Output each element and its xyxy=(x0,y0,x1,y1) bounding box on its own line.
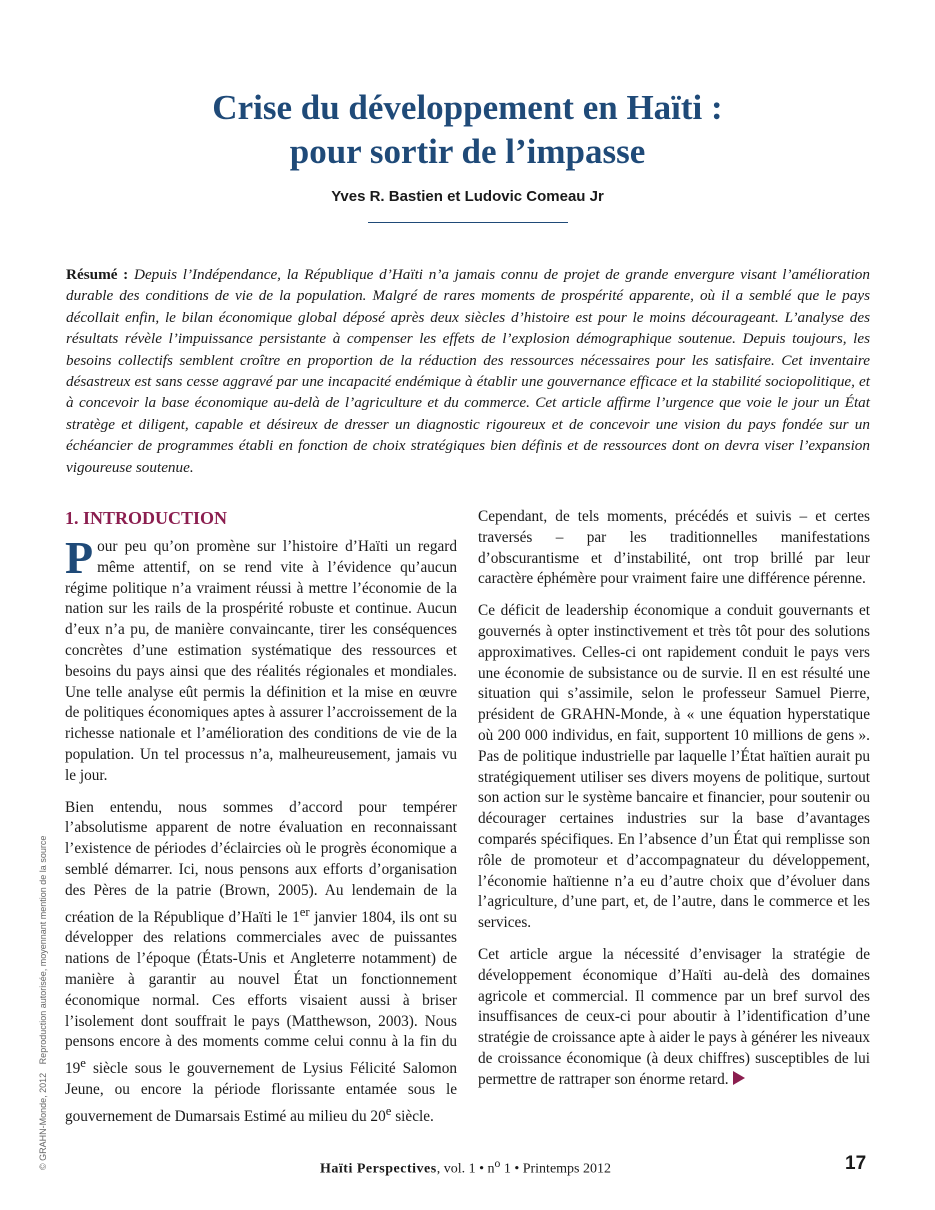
paragraph-intro-2-part-b: janvier 1804, ils ont su développer des relations commerciales avec de puissantes nations de l’époque (États-Unis et Angleterre notamment) de manière à garantir au nouvel État un fonctionnement économique normal. Ces efforts visaient aussi à briser l’isolement dont souffrait le pays (Matthewson, 2003). Nous pensons encore à des moments comme celui connu à la fin du 19 xyxy=(65,908,457,1078)
paragraph-intro-2-part-c: siècle sous le gouvernement de Lysius Félicité Salomon Jeune, ou encore la période florissante entamée sous le gouvernement de Dumarsais Estimé au milieu du 20 xyxy=(65,1060,457,1125)
right-column xyxy=(478,507,870,1102)
issue-superscript: o xyxy=(494,1157,501,1170)
reproduction-notice: Reproduction autorisée, moyennant mention de la source xyxy=(38,835,48,1065)
drop-cap: P xyxy=(65,532,94,583)
footer-citation xyxy=(320,1157,611,1178)
superscript-e-20: e xyxy=(385,1103,392,1118)
section-heading: 1. INTRODUCTION xyxy=(65,508,228,528)
paragraph-intro-1 xyxy=(65,532,457,787)
article-title xyxy=(120,86,815,174)
paragraph-right-3-text: Cet article argue la nécessité d’envisager la stratégie de développement économique d’Haïti au-delà des domaines agricole et commercial. Il commence par un bref survol des insuffisances de ceux-ci pour aboutir à l’identification d’une stratégie de croissance apte à aider le pays à générer les niveaux de croissance économique (à deux chiffres) susceptibles de lui permettre de rattraper son énorme retard. xyxy=(478,945,870,1088)
author-divider xyxy=(368,222,568,223)
paragraph-right-1: Cependant, de tels moments, précédés et suivis – et certes traversés – par les traditionnelles manifestations d’obscurantisme et d’instabilité, ont trop brillé par leur caractère éphémère pour vraiment faire une différence pérenne. xyxy=(478,508,870,588)
paragraph-intro-1-text: our peu qu’on promène sur l’histoire d’Haïti un regard même attentif, on se rend vite à l’évidence qu’aucun régime politique n’a vraiment réussi à mettre l’économie de la nation sur les rails de la prospérité robuste et continue. Aucun d’eux n’a pu, de manière convaincante, tirer les conséquences concrètes d’une estimation systématique des ressources et besoins du pays ainsi que des réalités régionales et mondiales. Une telle analyse eût permis la définition et la mise en œuvre de politiques économiques aptes à assurer l’accroissement de la richesse nationale et l’amélioration des conditions de vie de la population. Un tel processus n’a, malheureusement, jamais vu le jour. xyxy=(65,538,457,784)
abstract xyxy=(66,264,870,478)
continue-arrow-icon xyxy=(733,1071,745,1085)
authors: Yves R. Bastien et Ludovic Comeau Jr xyxy=(331,188,604,205)
superscript-er: er xyxy=(299,904,310,919)
side-note xyxy=(38,830,48,1170)
paragraph-intro-2 xyxy=(65,798,457,1128)
title-line-1: Crise du développement en Haïti : xyxy=(212,88,723,127)
paragraph-intro-2-part-d: siècle. xyxy=(391,1108,434,1125)
paragraph-right-2: Ce déficit de leadership économique a conduit gouvernants et gouvernés à opter instinctivement et très tôt pour des solutions approximatives. Celles-ci ont rapidement conduit le pays vers une économie de subsistance ou de survie. Il en est résulté une situation qui s’assimile, selon le professeur Samuel Pierre, président de GRAHN-Monde, à « une équation hyperstatique où 200 000 individus, en fait, supportent 10 millions de gens ». Pas de politique industrielle par laquelle l’État haïtien aurait pu stratégiquement utiliser ses divers moyens de politique, surtout son action sur le système bancaire et financier, pour soutenir ou décourager certaines industries sur la base d’avantages comparés spécifiques. En l’absence d’un État qui remplisse son rôle de promoteur et d’accompagnateur du développement, l’économie haïtienne n’a eu d’autre choix que d’évoluer dans l’agriculture, d’une part, et, de l’autre, dans le commerce et les services. xyxy=(478,602,870,932)
superscript-e-19: e xyxy=(80,1056,86,1071)
paragraph-right-3 xyxy=(478,945,870,1091)
paragraph-intro-2-part-a: Bien entendu, nous sommes d’accord pour tempérer l’absolutisme apparent de notre évaluation en reconnaissant l’existence de périodes d’éclaircies où le progrès économique a semblé démarrer. Ici, nous pensons aux efforts d’organisation des Pères de la patrie (Brown, 2005). Au lendemain de la création de la République d’Haïti le 1 xyxy=(65,798,457,926)
issue-info-a: , vol. 1 • n xyxy=(436,1161,495,1177)
copyright-notice: © GRAHN-Monde, 2012 xyxy=(38,1072,48,1170)
abstract-label: Résumé : xyxy=(66,266,129,283)
left-column xyxy=(65,507,457,1139)
abstract-text: Depuis l’Indépendance, la République d’Haïti n’a jamais connu de projet de grande envergure visant l’amélioration durable des conditions de vie de la population. Malgré de rares moments de prospérité apparente, où il a semblé que le pays décollait enfin, le bilan économique global déposé après deux siècles d’histoire est pour le moins décourageant. L’analyse des résultats révèle l’impuissance persistante à compenser les effets de l’explosion démographique soutenue. Depuis toujours, les besoins collectifs semblent croître en proportion de la réduction des ressources nécessaires pour les satisfaire. Cet inventaire désastreux est sans cesse aggravé par une incapacité endémique à établir une gouvernance efficace et la stabilité sociopolitique, et à concevoir la base économique au-delà de l’agriculture et du commerce. Cet article affirme l’urgence que voie le jour un État stratège et diligent, capable et désireux de dresser un diagnostic rigoureux et de concevoir une vision du pays fondée sur un échéancier de programmes établi en fonction de choix stratégiques bien définis et de ressources dont on devra viser l’expansion vigoureuse soutenue. xyxy=(66,266,870,476)
title-line-2: pour sortir de l’impasse xyxy=(289,132,646,171)
issue-info-b: 1 • Printemps 2012 xyxy=(500,1161,611,1177)
journal-name: Haïti Perspectives xyxy=(320,1161,437,1177)
page-number: 17 xyxy=(845,1153,867,1174)
